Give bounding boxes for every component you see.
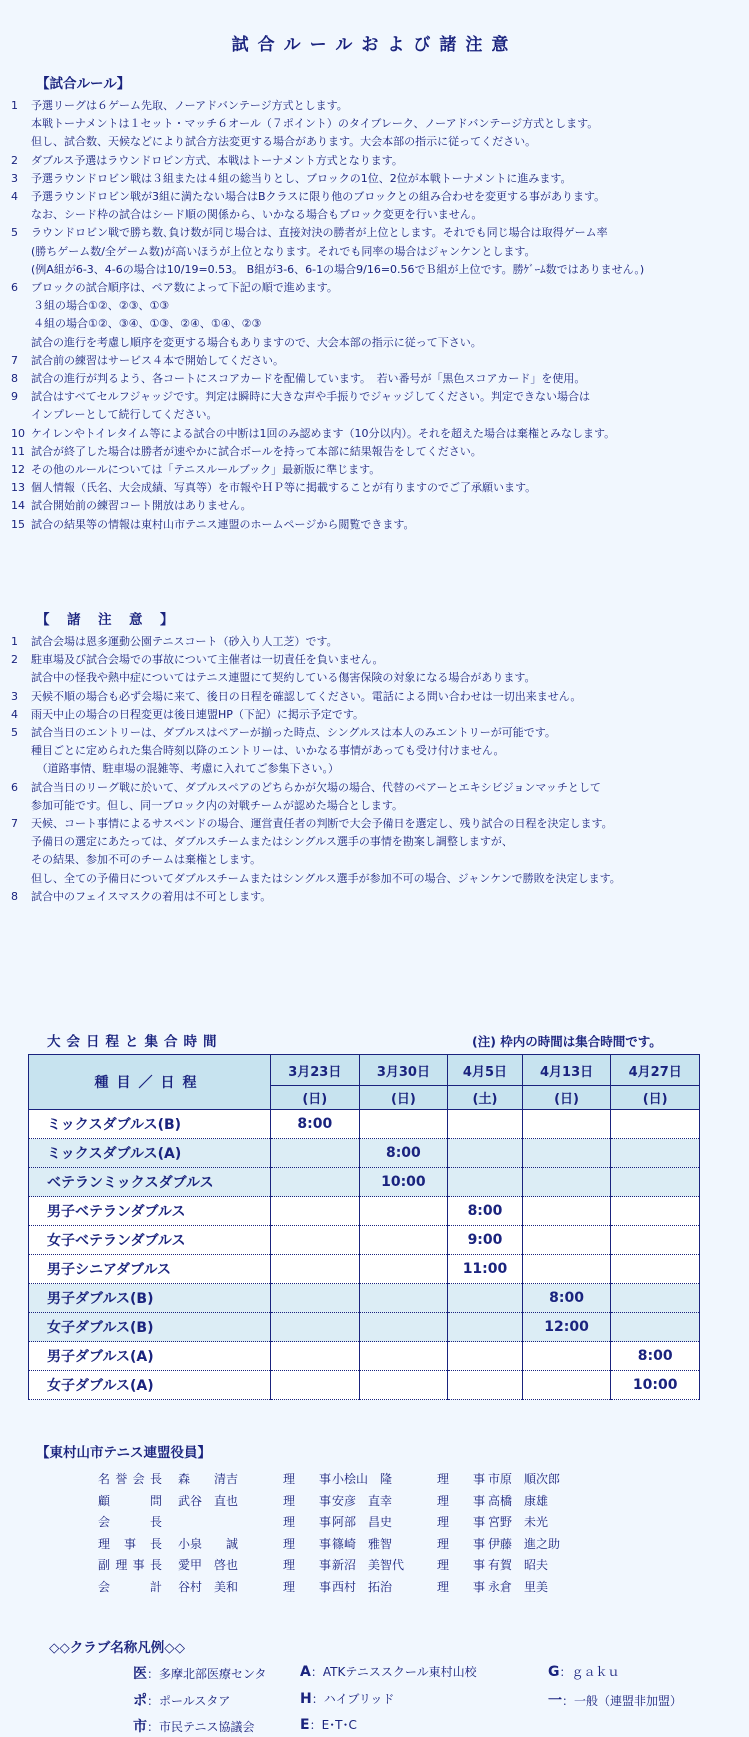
officer-role: 理 事: [283, 1493, 338, 1508]
rules-heading: 【試合ルール】: [36, 76, 131, 92]
weekday-header: (土): [448, 1086, 523, 1110]
time-cell: 8:00: [522, 1284, 611, 1313]
officer-role: 理 事: [437, 1472, 492, 1486]
legend-key: E: [300, 1717, 310, 1733]
event-name: ミックスダブルス(B): [29, 1110, 271, 1139]
legend-key: 市: [133, 1719, 147, 1735]
item-text: 駐車場及び試合会場での事故について主催者は一切責任を負いません。: [31, 653, 384, 667]
officer-role: 理 事: [283, 1472, 338, 1486]
time-cell: [271, 1342, 360, 1371]
item-text: 試合の進行が判るよう、各コートにスコアカードを配備しています。 若い番号が「黒色スコアカード」を使用。: [31, 372, 586, 385]
officer-name: 阿部 昌史: [332, 1515, 393, 1529]
item-number: 5: [11, 226, 18, 240]
event-name: 男子ダブルス(B): [29, 1284, 271, 1313]
item-number: 2: [11, 653, 18, 667]
item-text: その結果、参加不可のチームは棄権とします。: [31, 853, 262, 867]
officer-name: 愛甲 啓也: [178, 1558, 239, 1572]
item-number: 6: [11, 281, 18, 294]
legend-key: A: [300, 1664, 311, 1680]
item-number: 5: [11, 726, 18, 739]
officer-name: 安彦 直幸: [332, 1493, 393, 1508]
time-cell: 8:00: [359, 1139, 448, 1168]
officer-name: 谷村 美和: [178, 1579, 239, 1594]
time-cell: [359, 1110, 448, 1139]
table-row: [29, 1284, 700, 1313]
item-text: なお、シード枠の試合はシード順の関係から、いかなる場合もブロック変更を行いません。: [31, 208, 483, 222]
item-text: 天候不順の場合も必ず会場に来て、後日の日程を確認してください。電話による問い合わせは一切出来ません。: [31, 689, 582, 703]
item-number: 8: [11, 372, 18, 385]
table-row: [29, 1371, 700, 1400]
item-text: (例A組が6-3、4-6の場合は10/19=0.53。 B組が3-6、6-1の場合9/16=0.56でＢ組が上位です。勝ｹﾞｰﾑ数ではありません。): [31, 262, 645, 276]
item-number: 3: [11, 689, 18, 703]
item-text: 試合前の練習はサービス４本で開始してください。: [31, 353, 284, 367]
table-row: [29, 1226, 700, 1255]
time-cell: 10:00: [611, 1371, 700, 1400]
officer-role: 会 計: [98, 1579, 162, 1594]
officer-name: 西村 拓治: [332, 1579, 393, 1594]
item-number: 11: [11, 444, 25, 458]
time-cell: [448, 1110, 523, 1139]
item-text: 試合の進行を考慮し順序を変更する場合もありますので、大会本部の指示に従って下さい。: [31, 335, 482, 349]
officer-role: 理 事: [283, 1536, 338, 1551]
notes-heading: 【 諸 注 意 】: [36, 612, 176, 628]
time-cell: [611, 1313, 700, 1342]
officer-name: 伊藤 進之助: [488, 1536, 561, 1551]
table-row: [29, 1342, 700, 1371]
time-cell: [271, 1255, 360, 1284]
time-cell: [359, 1226, 448, 1255]
time-cell: [271, 1226, 360, 1255]
corner-header: 種目／日程: [29, 1055, 271, 1110]
officer-role: 理 事: [437, 1536, 492, 1551]
table-row: [29, 1168, 700, 1197]
officer-name: 有賀 昭夫: [488, 1558, 549, 1572]
time-cell: [359, 1197, 448, 1226]
item-number: 3: [11, 171, 18, 185]
item-number: 1: [11, 635, 18, 648]
item-text: 試合の結果等の情報は東村山市テニス連盟のホームページから閲覧できます。: [31, 517, 415, 531]
legend-item: [133, 1663, 267, 1683]
legend-key: 一: [548, 1693, 562, 1709]
time-cell: [359, 1371, 448, 1400]
officer-role: 会 長: [98, 1515, 162, 1529]
time-cell: [448, 1284, 523, 1313]
item-text: 雨天中止の場合の日程変更は後日連盟HP（下記）に掲示予定です。: [31, 707, 365, 721]
item-text: 但し、試合数、天候などにより試合方法変更する場合があります。大会本部の指示に従ってください。: [31, 135, 537, 149]
legend-item: [300, 1690, 394, 1707]
item-text: 本戦トーナメントは１セット・マッチ６オール（７ポイント）のタイブレーク、ノーアドバンテージ方式とします。: [31, 117, 599, 131]
event-name: 女子ダブルス(A): [29, 1371, 271, 1400]
date-header: 3月30日: [359, 1055, 448, 1086]
time-cell: [271, 1197, 360, 1226]
item-text: ケイレンやトイレタイム等による試合の中断は1回のみ認めます（10分以内）。それを超えた場合は棄権とみなします。: [31, 426, 616, 440]
officer-role: 理事長: [98, 1536, 162, 1551]
time-cell: 8:00: [271, 1110, 360, 1139]
item-number: 10: [11, 426, 25, 440]
item-number: 2: [11, 153, 18, 167]
item-number: 9: [11, 390, 18, 404]
officer-name: 高橋 康雄: [488, 1493, 549, 1508]
officer-name: 小桧山 隆: [332, 1472, 393, 1486]
item-number: 7: [11, 817, 18, 830]
item-number: 12: [11, 463, 25, 476]
time-cell: [611, 1139, 700, 1168]
item-number: 6: [11, 780, 18, 794]
time-cell: 10:00: [359, 1168, 448, 1197]
legend-label: ：E･T･C: [309, 1718, 357, 1732]
time-cell: [522, 1168, 611, 1197]
item-text: ３組の場合①②、②③、①③: [33, 299, 170, 313]
item-text: インプレーとして続行してください。: [31, 408, 218, 422]
officer-name: 新沼 美智代: [332, 1558, 405, 1572]
officer-role: 理 事: [437, 1493, 492, 1508]
officer-role: 理 事: [283, 1558, 338, 1572]
schedule-heading: 大会日程と集合時間: [47, 1034, 223, 1050]
time-cell: [448, 1313, 523, 1342]
item-text: ダブルス予選はラウンドロビン方式、本戦はトーナメント方式となります。: [31, 153, 403, 167]
legend-heading: ◇◇クラブ名称凡例◇◇: [49, 1640, 186, 1656]
time-cell: [448, 1371, 523, 1400]
item-text: 試合開始前の練習コート開放はありません。: [31, 499, 252, 513]
item-text: 予備日の選定にあたっては、ダブルスチームまたはシングルス選手の事情を勘案し調整しますが、: [31, 835, 513, 849]
time-cell: [611, 1110, 700, 1139]
item-text: 試合当日のリーグ戦に於いて、ダブルスペアのどちらかが欠場の場合、代替のペアーとエキシビジョンマッチとして: [31, 780, 601, 794]
time-cell: [271, 1371, 360, 1400]
time-cell: [522, 1255, 611, 1284]
time-cell: [448, 1168, 523, 1197]
item-text: 参加可能です。但し、同一ブロック内の対戦チームが認めた場合とします。: [31, 798, 404, 812]
legend-label: ：ATKテニススクール東村山校: [310, 1665, 477, 1679]
weekday-header: (日): [611, 1086, 700, 1110]
event-name: 女子ベテランダブルス: [29, 1226, 271, 1255]
time-cell: [271, 1313, 360, 1342]
item-text: 種目ごとに定められた集合時刻以降のエントリーは、いかなる事情があっても受け付けません。: [31, 744, 505, 758]
table-row: [29, 1110, 700, 1139]
officer-role: 理 事: [437, 1579, 492, 1594]
item-text: (勝ちゲーム数/全ゲーム数)が高いほうが上位となります。それでも同率の場合はジャンケンとします。: [31, 244, 536, 258]
item-number: 1: [11, 99, 18, 112]
item-text: 試合当日のエントリーは、ダブルスはペアーが揃った時点、シングルスは本人のみエントリーが可能です。: [31, 726, 556, 739]
item-text: 予選ラウンドロビン戦が3組に満たない場合はBクラスに限り他のブロックとの組み合わせを変更する事があります。: [31, 190, 606, 203]
item-text: 個人情報（氏名、大会成績、写真等）を市報やＨＰ等に掲載することが有りますのでご了承願います。: [31, 481, 537, 495]
legend-item: [133, 1716, 255, 1736]
legend-label: ：ｇａｋｕ: [559, 1665, 620, 1679]
time-cell: [611, 1226, 700, 1255]
legend-key: G: [548, 1664, 560, 1680]
table-row: [29, 1139, 700, 1168]
officer-name: 小泉 誠: [178, 1536, 239, 1551]
officers-heading: 【東村山市テニス連盟役員】: [36, 1445, 211, 1461]
legend-key: 医: [133, 1666, 147, 1682]
table-row: [29, 1197, 700, 1226]
officer-name: 市原 順次郎: [488, 1472, 561, 1486]
time-cell: [359, 1313, 448, 1342]
time-cell: [271, 1284, 360, 1313]
time-cell: [611, 1168, 700, 1197]
officer-role: 顧 問: [98, 1493, 162, 1508]
event-name: ベテランミックスダブルス: [29, 1168, 271, 1197]
date-header: 3月23日: [271, 1055, 360, 1086]
date-header: 4月27日: [611, 1055, 700, 1086]
item-number: 14: [11, 499, 25, 513]
item-text: 試合中のフェイスマスクの着用は不可とします。: [31, 889, 272, 903]
item-text: 試合が終了した場合は勝者が速やかに試合ボールを持って本部に結果報告をしてください。: [31, 444, 482, 458]
event-name: 男子ダブルス(A): [29, 1342, 271, 1371]
time-cell: [522, 1197, 611, 1226]
weekday-header: (日): [271, 1086, 360, 1110]
officer-name: 森 清吉: [178, 1472, 239, 1486]
legend-label: ：ハイブリッド: [311, 1692, 395, 1706]
item-text: 但し、全ての予備日についてダブルスチームまたはシングルス選手が参加不可の場合、ジャンケンで勝敗を決定します。: [31, 871, 621, 885]
item-number: 4: [11, 190, 18, 203]
time-cell: [522, 1226, 611, 1255]
time-cell: [522, 1371, 611, 1400]
officer-role: 名誉会長: [98, 1472, 162, 1486]
time-cell: [359, 1284, 448, 1313]
officer-role: 理 事: [283, 1515, 338, 1529]
time-cell: 11:00: [448, 1255, 523, 1284]
item-number: 7: [11, 353, 18, 367]
weekday-header: (日): [359, 1086, 448, 1110]
time-cell: [448, 1139, 523, 1168]
weekday-header: (日): [522, 1086, 611, 1110]
legend-label: ：一般（連盟非加盟）: [562, 1694, 683, 1708]
table-row: [29, 1255, 700, 1284]
item-text: ４組の場合①②、③④、①③、②④、①④、②③: [33, 317, 262, 331]
time-cell: [522, 1139, 611, 1168]
event-name: 女子ダブルス(B): [29, 1313, 271, 1342]
item-text: ブロックの試合順序は、ペア数によって下記の順で進めます。: [31, 281, 338, 294]
item-number: 13: [11, 481, 25, 495]
event-name: 男子シニアダブルス: [29, 1255, 271, 1284]
time-cell: [522, 1342, 611, 1371]
page-title: 試合ルールおよび諸注意: [231, 35, 518, 55]
time-cell: [611, 1284, 700, 1313]
officer-role: 理 事: [283, 1579, 338, 1594]
officer-name: 武谷 直也: [178, 1493, 239, 1508]
officer-name: 篠崎 雅智: [332, 1536, 393, 1551]
item-text: 予選リーグは６ゲーム先取、ノーアドバンテージ方式とします。: [31, 99, 348, 112]
legend-key: H: [300, 1691, 312, 1707]
legend-item: [300, 1663, 477, 1680]
legend-item: [300, 1716, 357, 1733]
event-name: ミックスダブルス(A): [29, 1139, 271, 1168]
time-cell: [271, 1139, 360, 1168]
time-cell: 12:00: [522, 1313, 611, 1342]
item-text: 試合はすべてセルフジャッジです。判定は瞬時に大きな声や手振りでジャッジしてください。判定できない場合は: [31, 390, 591, 404]
time-cell: [611, 1255, 700, 1284]
item-text: その他のルールについては「テニスルールブック」最新版に準じます。: [31, 463, 381, 476]
legend-label: ：市民テニス協議会: [147, 1720, 255, 1734]
officer-role: 理 事: [437, 1558, 492, 1572]
officer-role: 理 事: [437, 1515, 492, 1529]
item-text: 天候、コート事情によるサスペンドの場合、運営責任者の判断で大会予備日を選定し、残り試合の日程を決定します。: [31, 817, 613, 830]
officer-name: 宮野 未光: [488, 1515, 549, 1529]
time-cell: 9:00: [448, 1226, 523, 1255]
time-cell: 8:00: [611, 1342, 700, 1371]
item-number: 8: [11, 889, 18, 903]
time-cell: [611, 1197, 700, 1226]
officer-name: 永倉 里美: [488, 1579, 549, 1594]
item-text: 試合中の怪我や熱中症についてはテニス連盟にて契約している傷害保険の対象になる場合があります。: [31, 671, 536, 685]
table-row: [29, 1313, 700, 1342]
event-name: 男子ベテランダブルス: [29, 1197, 271, 1226]
legend-label: ：多摩北部医療センタ: [147, 1667, 267, 1681]
legend-item: [133, 1690, 230, 1710]
time-cell: [359, 1255, 448, 1284]
item-text: （道路事情、駐車場の混雑等、考慮に入れてご参集下さい。）: [31, 762, 339, 776]
time-cell: [359, 1342, 448, 1371]
legend-key: ポ: [133, 1693, 147, 1709]
item-text: 試合会場は恩多運動公園テニスコート（砂入り人工芝）です。: [31, 635, 338, 648]
time-cell: [448, 1342, 523, 1371]
schedule-table: [28, 1054, 700, 1400]
legend-item: [548, 1690, 682, 1710]
time-cell: [522, 1110, 611, 1139]
item-number: 4: [11, 707, 18, 721]
item-text: ラウンドロビン戦で勝ち数､負け数が同じ場合は、直接対決の勝者が上位とします。それでも同じ場合は取得ゲーム率: [31, 226, 608, 240]
legend-label: ：ポールスタア: [147, 1694, 231, 1708]
date-header: 4月13日: [522, 1055, 611, 1086]
date-header: 4月5日: [448, 1055, 523, 1086]
schedule-note: (注) 枠内の時間は集合時間です。: [472, 1034, 662, 1049]
item-text: 予選ラウンドロビン戦は３組または４組の総当りとし、ブロックの1位、2位が本戦トーナメントに進みます。: [31, 171, 572, 185]
item-number: 15: [11, 517, 25, 531]
time-cell: 8:00: [448, 1197, 523, 1226]
legend-item: [548, 1663, 620, 1680]
officer-role: 副理事長: [98, 1558, 162, 1572]
time-cell: [271, 1168, 360, 1197]
